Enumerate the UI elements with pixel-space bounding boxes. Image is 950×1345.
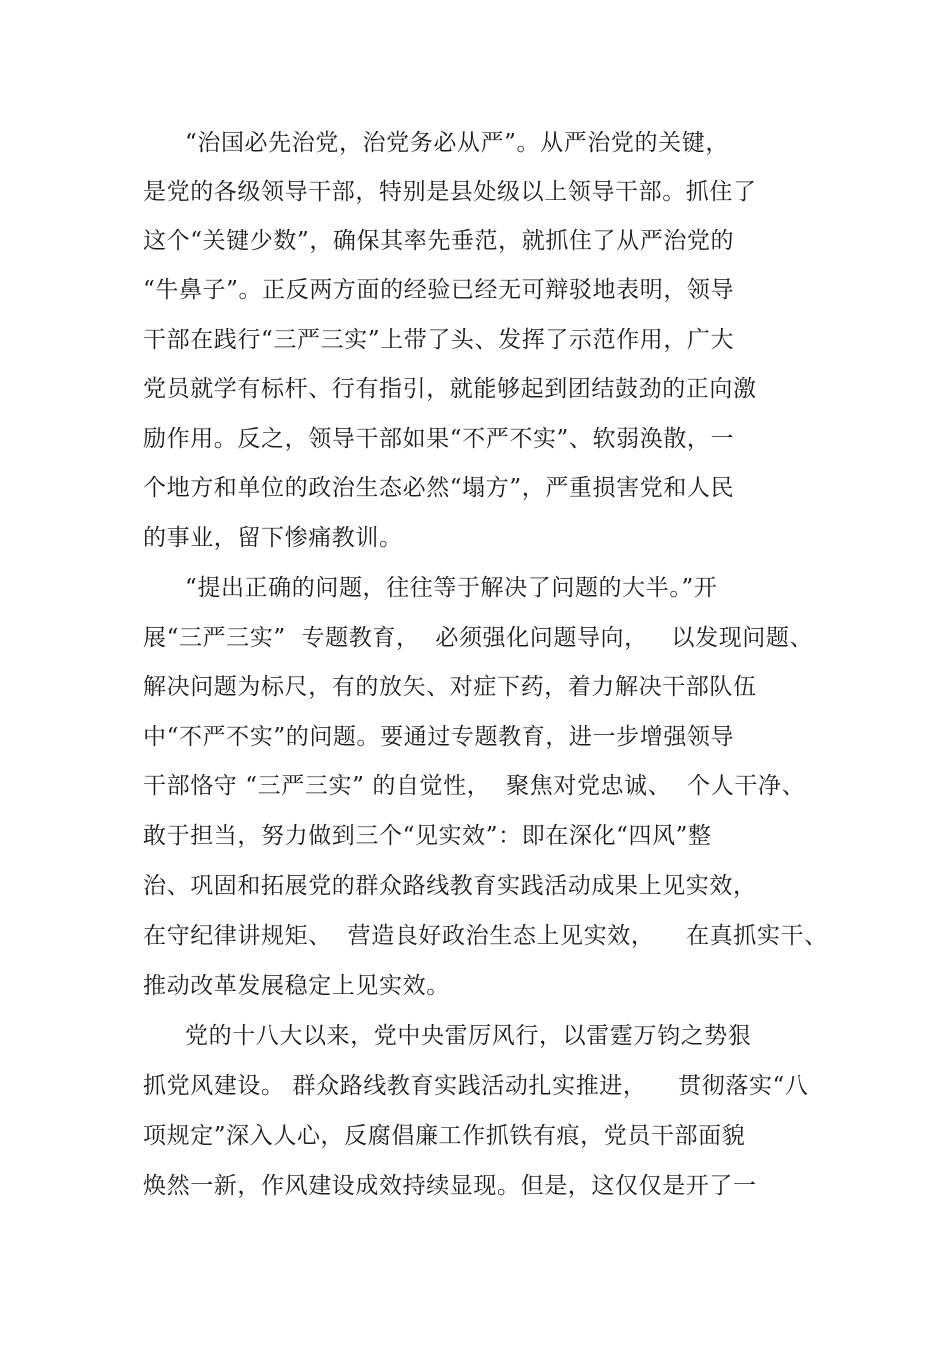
paragraph-2-line-7: 治、巩固和拓展党的群众路线教育实践活动成果上见实效， [143,873,757,899]
paragraph-2-line-6: 敢于担当，努力做到三个“见实效”：即在深化“四风”整 [143,823,712,849]
paragraph-1-line-8: 个地方和单位的政治生态必然“塌方”，严重损害党和人民 [143,475,735,501]
paragraph-1-line-1: “治国必先治党，治党务必从严”。从严治党的关键， [185,130,729,156]
paragraph-3-line-1: 党的十八大以来，党中央雷厉风行，以雷霆万钧之势狠 [185,1023,752,1049]
paragraph-3-line-4: 焕然一新，作风建设成效持续显现。但是，这仅仅是开了一 [143,1173,757,1199]
paragraph-1-line-9: 的事业，留下惨痛教训。 [143,525,403,551]
paragraph-1-line-2: 是党的各级领导干部，特别是县处级以上领导干部。抓住了 [143,179,757,205]
paragraph-2-line-5: 干部恪守 “三严三实” 的自觉性， 聚焦对党忠诚、 个人干净、 [143,773,806,799]
paragraph-3-line-2: 抓党风建设。 群众路线教育实践活动扎实推进， 贯彻落实“八 [143,1073,809,1099]
paragraph-2-line-3: 解决问题为标尺，有的放矢、对症下药，着力解决干部队伍 [143,674,757,700]
paragraph-3-line-3: 项规定”深入人心，反腐倡廉工作抓铁有痕，党员干部面貌 [143,1123,746,1149]
paragraph-1-line-5: 干部在践行“三严三实”上带了头、发挥了示范作用，广大 [143,327,735,353]
paragraph-1-line-3: 这个“关键少数”，确保其率先垂范，就抓住了从严治党的 [143,228,735,254]
paragraph-1-line-6: 党员就学有标杆、行有指引，就能够起到团结鼓劲的正向激 [143,376,757,402]
paragraph-2-line-1: “提出正确的问题，往往等于解决了问题的大半。”开 [185,575,718,601]
paragraph-1-line-7: 励作用。反之，领导干部如果“不严不实”、软弱涣散，一 [143,426,735,452]
paragraph-2-line-2: 展“三严三实” 专题教育， 必须强化问题导向， 以发现问题、 [143,625,814,651]
paragraph-2-line-8: 在守纪律讲规矩、 营造良好政治生态上见实效， 在真抓实干、 [143,923,828,949]
paragraph-2-line-9: 推动改革发展稳定上见实效。 [143,973,450,999]
paragraph-1-line-4: “牛鼻子”。正反两方面的经验已经无可辩驳地表明，领导 [143,277,735,303]
paragraph-2-line-4: 中“不严不实”的问题。要通过专题教育，进一步增强领导 [143,724,735,750]
